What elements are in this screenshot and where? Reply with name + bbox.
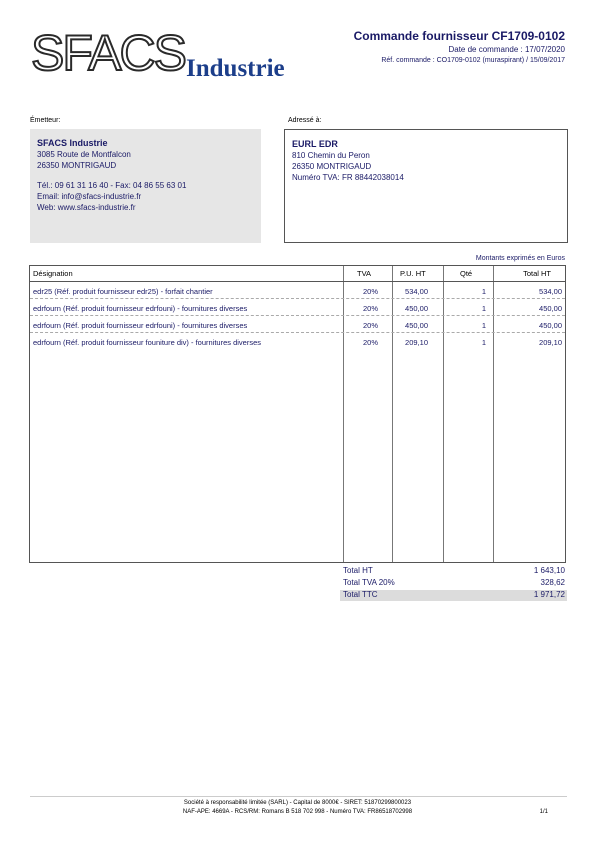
table-row-designation: edr25 (Réf. produit fournisseur edr25) - forfait chantier [33, 287, 213, 296]
recipient-vat: Numéro TVA: FR 88442038014 [292, 173, 404, 182]
sender-label: Émetteur: [30, 117, 61, 124]
header-designation: Désignation [33, 269, 73, 278]
total-ht-row [340, 566, 567, 577]
table-row-total: 450,00 [539, 304, 562, 313]
total-ht-label: Total HT [343, 566, 373, 575]
table-row-total: 209,10 [539, 338, 562, 347]
total-tva-value: 328,62 [540, 578, 565, 587]
table-row-tva: 20% [362, 304, 378, 313]
table-row-total: 534,00 [539, 287, 562, 296]
table-row-quantity: 1 [481, 321, 486, 330]
table-row-quantity: 1 [481, 287, 486, 296]
sender-name: SFACS Industrie [37, 138, 108, 148]
table-row-unit-price: 534,00 [405, 287, 428, 296]
amounts-note: Montants exprimés en Euros [475, 255, 565, 262]
total-ttc-row [340, 590, 567, 601]
header-unit-price: P.U. HT [400, 269, 426, 278]
table-row-unit-price: 450,00 [405, 304, 428, 313]
total-ht-value: 1 643,10 [533, 566, 565, 575]
recipient-box [284, 129, 568, 243]
table-row-designation: edrfourn (Réf. produit fournisseur founiture div) - fournitures diverses [33, 338, 262, 347]
table-row-tva: 20% [362, 321, 378, 330]
table-row-unit-price: 450,00 [405, 321, 428, 330]
sender-box [30, 129, 261, 243]
order-reference: Réf. commande : CO1709-0102 (muraspirant) / 15/09/2017 [381, 57, 565, 64]
sender-address1: 3085 Route de Montfalcon [37, 150, 131, 159]
total-tva-label: Total TVA 20% [343, 578, 395, 587]
sender-web: Web: www.sfacs-industrie.fr [37, 203, 136, 212]
logo-sfacs-text: SFACS [31, 25, 185, 81]
total-ttc-value: 1 971,72 [533, 590, 565, 599]
header-quantity: Qté [460, 269, 473, 278]
page-number: 1/1 [539, 809, 548, 815]
sender-address2: 26350 MONTRIGAUD [37, 161, 117, 170]
document-title: Commande fournisseur CF1709-0102 [353, 29, 565, 43]
table-row-total: 450,00 [539, 321, 562, 330]
order-date: Date de commande : 17/07/2020 [448, 45, 565, 54]
header-tva: TVA [357, 269, 372, 278]
table-row-designation: edrfourn (Réf. produit fournisseur edrfouni) - fournitures diverses [33, 304, 248, 313]
footer-divider [30, 796, 567, 797]
recipient-name: EURL EDR [292, 139, 338, 149]
footer-legal-line1: Société à responsabilité limitée (SARL) - Capital de 8000€ - SIRET: 51870299800023 [183, 800, 412, 806]
table-row-unit-price: 209,10 [405, 338, 428, 347]
table-row-designation: edrfourn (Réf. produit fournisseur edrfouni) - fournitures diverses [33, 321, 248, 330]
total-tva-row [340, 578, 567, 589]
table-row-quantity: 1 [481, 304, 486, 313]
logo-industrie-text: Industrie [186, 55, 285, 82]
table-row-tva: 20% [362, 338, 378, 347]
table-row-tva: 20% [362, 287, 378, 296]
table-row-quantity: 1 [481, 338, 486, 347]
footer-legal-line2: NAF-APE: 4669A - RCS/RM: Romans B 518 702 998 - Numéro TVA: FR86518702998 [182, 809, 413, 815]
recipient-address2: 26350 MONTRIGAUD [292, 162, 372, 171]
total-ttc-label: Total TTC [343, 590, 378, 599]
sender-email: Email: info@sfacs-industrie.fr [37, 192, 142, 201]
recipient-label: Adressé à: [288, 117, 322, 124]
header-total: Total HT [523, 269, 551, 278]
recipient-address1: 810 Chemin du Peron [292, 151, 370, 160]
sender-phone: Tél.: 09 61 31 16 40 - Fax: 04 86 55 63 01 [37, 181, 187, 190]
order-lines-table [29, 265, 566, 563]
